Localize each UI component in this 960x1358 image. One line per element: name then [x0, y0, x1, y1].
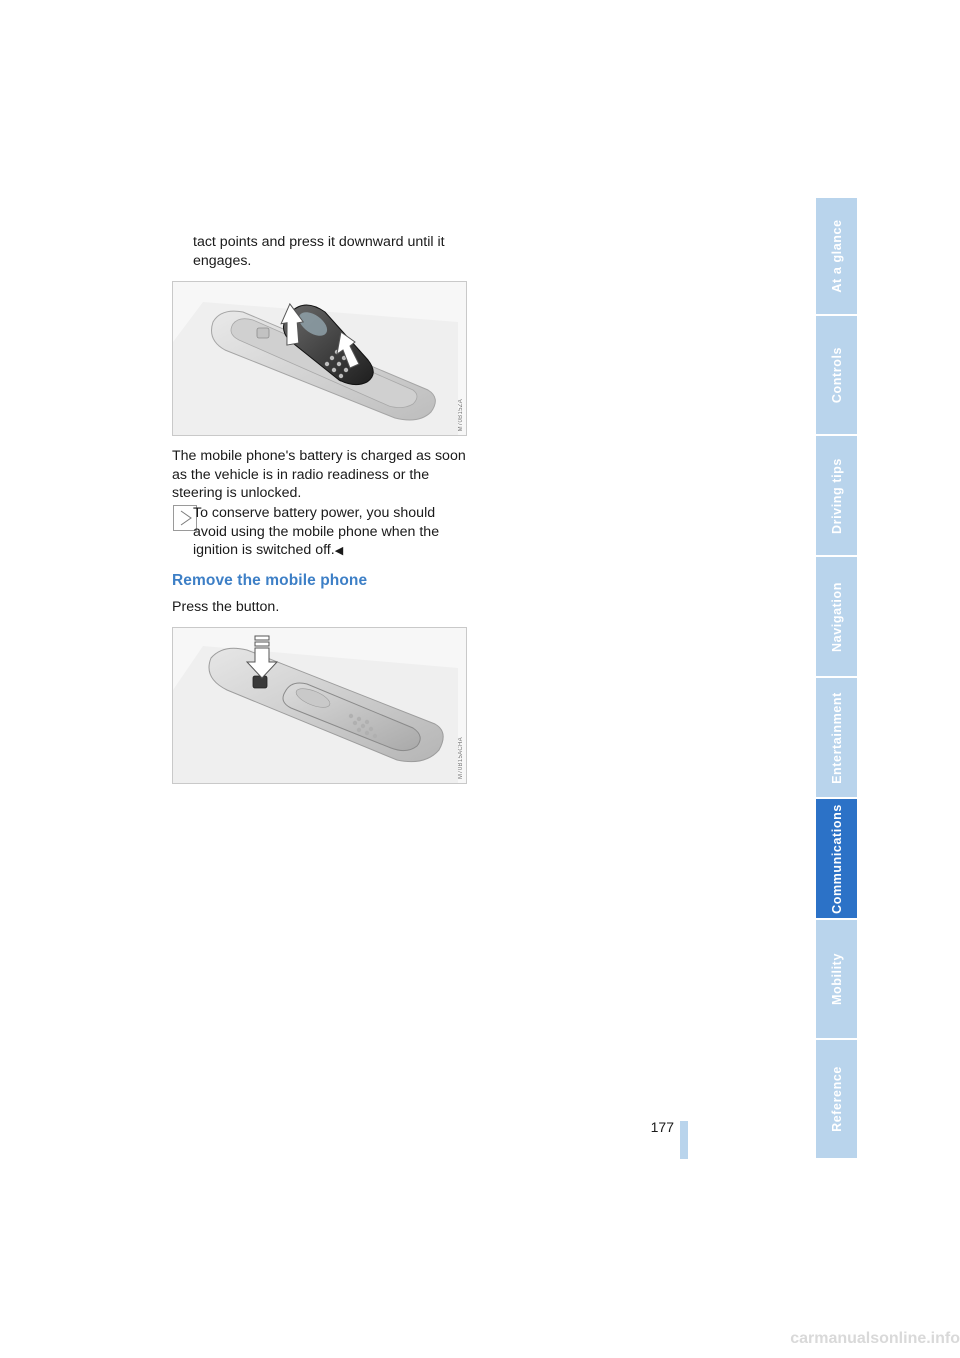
press-button-instruction: Press the button. [172, 599, 280, 615]
footer-watermark: carmanualsonline.info [790, 1330, 960, 1347]
tab-navigation[interactable] [816, 557, 857, 678]
tab-mobility[interactable] [816, 920, 857, 1040]
tab-label: Controls [829, 346, 844, 404]
note-text: To conserve battery power, you should avoid using the mobile phone when the ignition is switched off. [193, 505, 440, 559]
section-heading: Remove the mobile phone [172, 572, 368, 589]
tab-at-a-glance[interactable] [816, 198, 857, 316]
tab-communications[interactable] [816, 799, 857, 920]
note-text-first [193, 504, 468, 561]
tab-controls[interactable] [816, 316, 857, 436]
tab-label: Entertainment [829, 691, 844, 784]
note-end-marker: ◀ [334, 545, 344, 558]
page-number-bar [680, 1121, 688, 1159]
phone-remove-illustration [173, 628, 466, 783]
tab-driving-tips[interactable] [816, 436, 857, 557]
figure-insert-phone [172, 281, 467, 436]
figure-code: M70B15ACHA [458, 736, 464, 779]
figure-remove-phone [172, 627, 467, 784]
tab-reference[interactable] [816, 1040, 857, 1160]
tab-label: Communications [829, 803, 844, 914]
tab-label: Reference [829, 1066, 844, 1132]
phone-insert-illustration [173, 282, 466, 435]
tab-label: Driving tips [829, 457, 844, 534]
tab-entertainment[interactable] [816, 678, 857, 799]
battery-paragraph: The mobile phone's battery is charged as soon as the vehicle is in radio readiness or the steering is unlocked. [172, 448, 466, 502]
figure-code: M70B15ZA [458, 398, 464, 431]
tab-label: At a glance [829, 219, 844, 293]
tab-label: Navigation [829, 581, 844, 652]
page-number: 177 [650, 1119, 674, 1135]
tab-label: Mobility [829, 952, 844, 1006]
continued-instruction: tact points and press it downward until it engages. [193, 234, 445, 269]
